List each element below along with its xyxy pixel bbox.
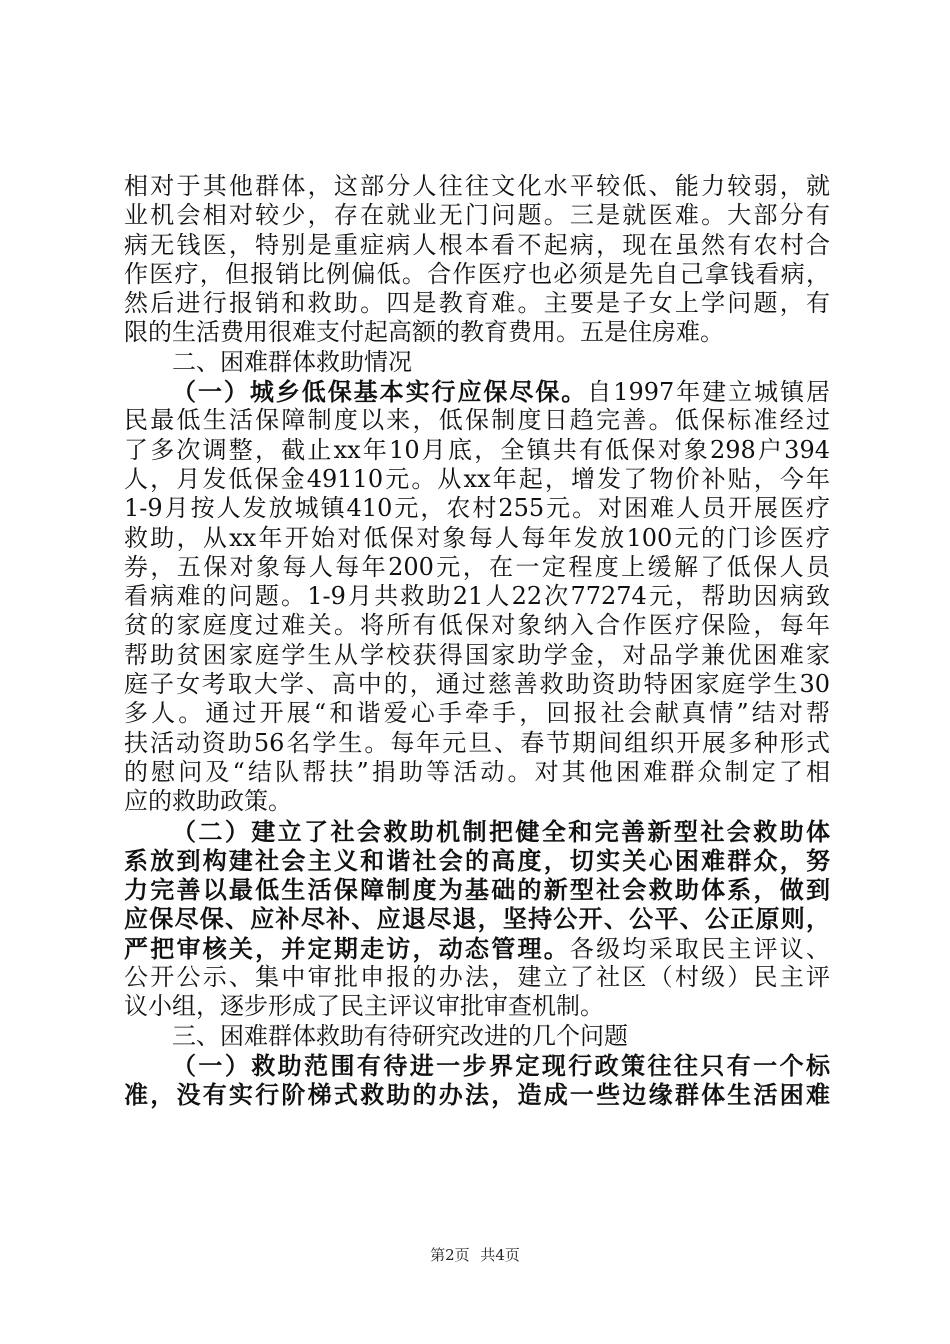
paragraph-subsection-2	[124, 817, 830, 1022]
text-line: 应的救助政策。	[124, 787, 292, 816]
page-total: 共4页	[480, 1246, 520, 1264]
text-line: 准，没有实行阶梯式救助的办法，造成一些边缘群体生活困难	[124, 1080, 830, 1110]
section-heading-2: 二、困难群体救助情况	[172, 347, 412, 376]
text-line: 作医疗，但报销比例偏低。合作医疗也必须是先自己拿钱看病，	[124, 259, 830, 288]
text-line	[124, 377, 830, 406]
text-line: 民最低生活保障制度以来，低保制度日趋完善。低保标准经过	[124, 406, 830, 435]
paragraph-subsection-3	[124, 1051, 830, 1110]
text-line: 帮助贫困家庭学生从学校获得国家助学金，对品学兼优困难家	[124, 640, 830, 669]
bold-tail: 严把审核关，并定期走访，动态管理。	[124, 933, 570, 963]
text-line: 议小组，逐步形成了民主评议审批审查机制。	[124, 992, 604, 1021]
text-line: 力完善以最低生活保障制度为基础的新型社会救助体系，做到	[124, 875, 830, 905]
text-line: 庭子女考取大学、高中的，通过慈善救助资助特困家庭学生30	[124, 670, 830, 699]
text-line: 业机会相对较少，存在就业无门问题。三是就医难。大部分有	[124, 201, 830, 230]
text-line: 看病难的问题。1-9月共救助21人22次77274元，帮助因病致	[124, 582, 830, 611]
text-line: 1-9月按人发放城镇410元，农村255元。对困难人员开展医疗	[124, 494, 830, 523]
paragraph-1	[124, 172, 830, 348]
text-line: 限的生活费用很难支付起高额的教育费用。五是住房难。	[124, 318, 724, 347]
text-line: 应保尽保、应补尽补、应退尽退，坚持公开、公平、公正原则，	[124, 904, 830, 934]
text-line: 券，五保对象每人每年200元，在一定程度上缓解了低保人员	[124, 552, 830, 581]
text-line: 多人。通过开展“和谐爱心手牵手，回报社会献真情”结对帮	[124, 699, 830, 728]
bold-tail-rest: 各级均采取民主评议、	[569, 934, 830, 963]
text-line: 系放到构建社会主义和谐社会的高度，切实关心困难群众，努	[124, 845, 830, 875]
text-line: 贫的家庭度过难关。将所有低保对象纳入合作医疗保险，每年	[124, 611, 830, 640]
text-line: 相对于其他群体，这部分人往往文化水平较低、能力较弱，就	[124, 172, 830, 200]
text-line: 救助，从xx年开始对低保对象每人每年发放100元的门诊医疗	[124, 523, 830, 552]
page-number: 第2页	[430, 1246, 470, 1264]
text-line: 病无钱医，特别是重症病人根本看不起病，现在虽然有农村合	[124, 230, 830, 259]
text-line	[124, 934, 830, 963]
text-line: 人，月发低保金49110元。从xx年起，增发了物价补贴，今年	[124, 464, 830, 493]
subsection-lead: （一）城乡低保基本实行应保尽保。	[172, 377, 588, 407]
document-body	[124, 172, 830, 1110]
text-line: 然后进行报销和救助。四是教育难。主要是子女上学问题，有	[124, 289, 830, 318]
subsection-lead-rest: 自1997年建立城镇居	[587, 378, 830, 407]
text-line: 的慰问及“结队帮扶”捐助等活动。对其他困难群众制定了相	[124, 757, 830, 786]
text-line: （二）建立了社会救助机制把健全和完善新型社会救助体	[172, 816, 830, 846]
text-line: 了多次调整，截止xx年10月底，全镇共有低保对象298户394	[124, 435, 830, 464]
text-line: 公开公示、集中审批申报的办法，建立了社区（村级）民主评	[124, 963, 830, 992]
text-line: 扶活动资助56名学生。每年元旦、春节期间组织开展多种形式	[124, 728, 830, 757]
page-footer	[0, 1244, 950, 1265]
paragraph-subsection-1	[124, 377, 830, 816]
text-line: （一）救助范围有待进一步界定现行政策往往只有一个标	[172, 1050, 830, 1080]
section-heading-3: 三、困难群体救助有待研究改进的几个问题	[172, 1021, 628, 1050]
